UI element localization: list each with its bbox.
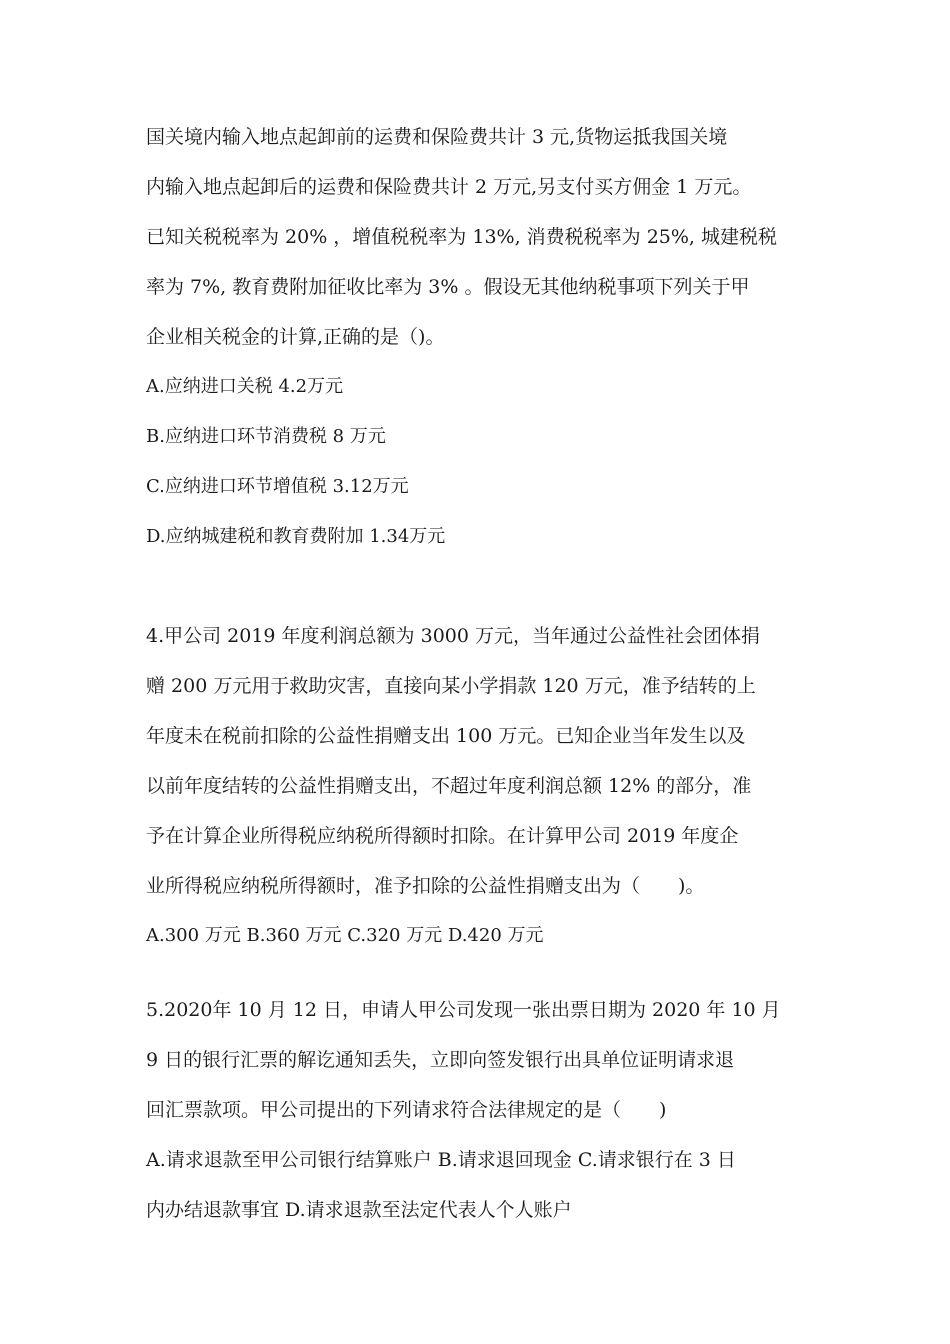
question-4-options: A.300 万元 B.360 万元 C.320 万元 D.420 万元 <box>146 925 544 946</box>
question-3-option-d: D.应纳城建税和教育费附加 1.34万元 <box>146 526 446 547</box>
question-3-line: 已知关税税率为 20% ，增值税税率为 13%, 消费税税率为 25%, 城建税税 <box>146 226 778 248</box>
question-3-option-a: A.应纳进口关税 4.2万元 <box>146 376 344 397</box>
question-3-option-c: C.应纳进口环节增值税 3.12万元 <box>146 476 409 497</box>
question-4-line: 年度未在税前扣除的公益性捐赠支出 100 万元。已知企业当年发生以及 <box>146 725 746 747</box>
question-4-line: 赠 200 万元用于救助灾害，直接向某小学捐款 120 万元，准予结转的上 <box>146 675 756 697</box>
question-4-line: 予在计算企业所得税应纳税所得额时扣除。在计算甲公司 2019 年度企 <box>146 825 739 847</box>
question-4-line: 以前年度结转的公益性捐赠支出，不超过年度利润总额 12% 的部分，准 <box>146 775 752 797</box>
question-3-line: 企业相关税金的计算,正确的是（)。 <box>146 326 445 348</box>
question-3-line: 国关境内输入地点起卸前的运费和保险费共计 3 元,货物运抵我国关境 <box>146 126 728 148</box>
question-5-options-line: A.请求退款至甲公司银行结算账户 B.请求退回现金 C.请求银行在 3 日 <box>146 1149 736 1171</box>
question-5-line: 9 日的银行汇票的解讫通知丢失，立即向签发银行出具单位证明请求退 <box>146 1049 735 1071</box>
question-3-option-b: B.应纳进口环节消费税 8 万元 <box>146 426 386 447</box>
question-3-line: 率为 7%, 教育费附加征收比率为 3% 。假设无其他纳税事项下列关于甲 <box>146 276 750 298</box>
question-5-line: 回汇票款项。甲公司提出的下列请求符合法律规定的是（ ) <box>146 1099 667 1121</box>
question-5-line: 5.2020年 10 月 12 日，申请人甲公司发现一张出票日期为 2020 年 10 月 <box>146 999 781 1021</box>
question-4-line: 业所得税应纳税所得额时，准予扣除的公益性捐赠支出为（ )。 <box>146 875 705 897</box>
question-5-options-line: 内办结退款事宜 D.请求退款至法定代表人个人账户 <box>146 1199 572 1221</box>
question-4-line: 4.甲公司 2019 年度利润总额为 3000 万元，当年通过公益性社会团体捐 <box>146 625 760 647</box>
question-3-line: 内输入地点起卸后的运费和保险费共计 2 万元,另支付买方佣金 1 万元。 <box>146 176 752 198</box>
